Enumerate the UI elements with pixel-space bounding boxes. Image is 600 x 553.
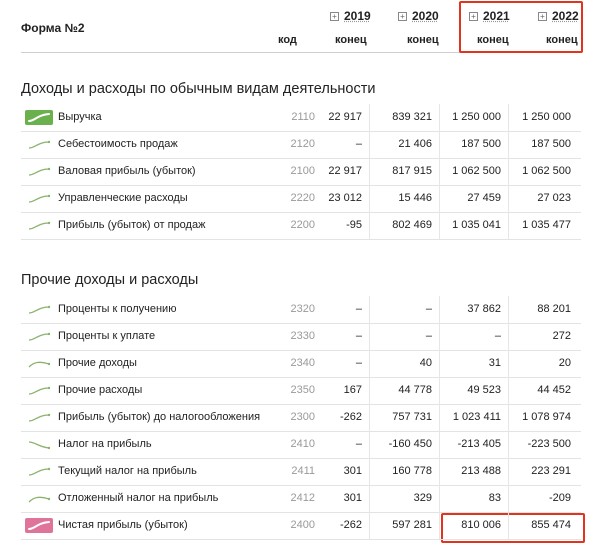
row-label: Себестоимость продаж <box>58 138 178 150</box>
table-row[interactable] <box>21 404 581 432</box>
value-cell-2020: 44 778 <box>398 384 432 396</box>
expand-plus-icon: + <box>330 12 339 21</box>
row-label: Отложенный налог на прибыль <box>58 492 219 504</box>
value-cell-2021: – <box>494 330 501 342</box>
trend-line-up-icon[interactable] <box>25 218 53 233</box>
value-cell-2021: 49 523 <box>467 384 501 396</box>
table-row[interactable] <box>21 377 581 405</box>
expand-plus-icon: + <box>398 12 407 21</box>
value-cell-2020: 839 321 <box>392 111 432 123</box>
row-label: Проценты к уплате <box>58 330 156 342</box>
trend-line-up-icon[interactable] <box>25 302 53 317</box>
value-cell-2019: 301 <box>343 465 362 477</box>
pink-trend-badge-icon[interactable] <box>25 518 53 533</box>
trend-line-up-icon[interactable] <box>25 329 53 344</box>
year-toggle-2022[interactable]: + 2022 <box>538 9 579 23</box>
row-code: 2220 <box>290 192 315 204</box>
value-cell-2021: 1 250 000 <box>452 111 501 123</box>
value-cell-2020: 15 446 <box>398 192 432 204</box>
value-cell-2020: 597 281 <box>392 519 432 531</box>
value-cell-2020: 757 731 <box>392 411 432 423</box>
trend-line-up-icon[interactable] <box>25 164 53 179</box>
period-label-2019: конец <box>335 34 367 46</box>
year-toggle-2021[interactable]: + 2021 <box>469 9 510 23</box>
value-cell-2022: 44 452 <box>537 384 571 396</box>
row-code: 2410 <box>290 438 315 450</box>
value-cell-2019: – <box>355 138 362 150</box>
value-cell-2022: 88 201 <box>537 303 571 315</box>
value-cell-2019: 167 <box>343 384 362 396</box>
row-code: 2120 <box>290 138 315 150</box>
value-cell-2022: 27 023 <box>537 192 571 204</box>
value-cell-2022: 1 078 974 <box>522 411 571 423</box>
row-label: Валовая прибыль (убыток) <box>58 165 196 177</box>
table-row[interactable] <box>21 212 581 240</box>
trend-line-up-icon[interactable] <box>25 137 53 152</box>
value-cell-2022: 1 250 000 <box>522 111 571 123</box>
table-row[interactable] <box>21 131 581 159</box>
row-code: 2100 <box>290 165 315 177</box>
value-cell-2021: -213 405 <box>457 438 501 450</box>
table-row[interactable] <box>21 104 581 132</box>
row-code: 2110 <box>291 111 315 123</box>
period-label-2022: конец <box>546 34 578 46</box>
row-code: 2330 <box>290 330 315 342</box>
row-label: Налог на прибыль <box>58 438 152 450</box>
highlight-years-header <box>459 1 583 53</box>
value-cell-2021: 37 862 <box>467 303 501 315</box>
value-cell-2022: -223 500 <box>527 438 571 450</box>
row-label: Прочие расходы <box>58 384 143 396</box>
trend-line-hill-icon[interactable] <box>25 356 53 371</box>
value-cell-2022: 855 474 <box>531 519 571 531</box>
trend-line-up-icon[interactable] <box>25 191 53 206</box>
row-label: Проценты к получению <box>58 303 177 315</box>
value-cell-2020: – <box>425 330 432 342</box>
trend-line-hill-icon[interactable] <box>25 491 53 506</box>
value-cell-2022: 1 062 500 <box>522 165 571 177</box>
trend-line-up-icon[interactable] <box>25 464 53 479</box>
trend-line-down-icon[interactable] <box>25 437 53 452</box>
value-cell-2019: – <box>355 330 362 342</box>
table-row[interactable] <box>21 158 581 186</box>
value-cell-2021: 213 488 <box>461 465 501 477</box>
value-cell-2022: 1 035 477 <box>522 219 571 231</box>
value-cell-2020: 160 778 <box>392 465 432 477</box>
row-label: Чистая прибыль (убыток) <box>58 519 188 531</box>
value-cell-2022: -209 <box>548 492 571 504</box>
value-cell-2021: 1 062 500 <box>452 165 501 177</box>
period-label-2020: конец <box>407 34 439 46</box>
row-label: Выручка <box>58 111 102 123</box>
value-cell-2019: 301 <box>343 492 362 504</box>
expand-plus-icon: + <box>469 12 478 21</box>
value-cell-2021: 27 459 <box>467 192 501 204</box>
code-column-header: код <box>278 34 297 46</box>
row-code: 2400 <box>290 519 315 531</box>
table-row[interactable] <box>21 185 581 213</box>
table-row[interactable] <box>21 485 581 513</box>
value-cell-2020: 329 <box>413 492 432 504</box>
table-row[interactable] <box>21 512 581 540</box>
row-code: 2200 <box>290 219 315 231</box>
table-row[interactable] <box>21 458 581 486</box>
row-label: Прочие доходы <box>58 357 137 369</box>
value-cell-2021: 83 <box>488 492 501 504</box>
row-code: 2340 <box>290 357 315 369</box>
year-toggle-2020[interactable]: + 2020 <box>398 9 439 23</box>
value-cell-2021: 1 035 041 <box>452 219 501 231</box>
row-code: 2300 <box>290 411 315 423</box>
row-label: Прибыль (убыток) до налогообложения <box>58 411 261 423</box>
value-cell-2020: 40 <box>419 357 432 369</box>
value-cell-2020: 21 406 <box>398 138 432 150</box>
trend-line-up-icon[interactable] <box>25 410 53 425</box>
value-cell-2019: -95 <box>346 219 362 231</box>
value-cell-2021: 31 <box>488 357 501 369</box>
value-cell-2019: -262 <box>339 411 362 423</box>
green-trend-badge-icon[interactable] <box>25 110 53 125</box>
year-toggle-2019[interactable]: + 2019 <box>330 9 371 23</box>
table-row[interactable] <box>21 350 581 378</box>
row-label: Управленческие расходы <box>58 192 188 204</box>
expand-plus-icon: + <box>538 12 547 21</box>
row-label: Текущий налог на прибыль <box>58 465 197 477</box>
value-cell-2020: – <box>425 303 432 315</box>
value-cell-2019: 22 917 <box>328 111 362 123</box>
value-cell-2022: 20 <box>558 357 571 369</box>
trend-line-up-icon[interactable] <box>25 383 53 398</box>
value-cell-2019: -262 <box>339 519 362 531</box>
value-cell-2021: 1 023 411 <box>452 411 501 423</box>
value-cell-2022: 272 <box>552 330 571 342</box>
value-cell-2019: – <box>355 438 362 450</box>
row-code: 2320 <box>290 303 315 315</box>
value-cell-2021: 187 500 <box>461 138 501 150</box>
section-title-other-income-expenses: Прочие доходы и расходы <box>21 272 199 288</box>
row-code: 2412 <box>290 492 315 504</box>
form-title: Форма №2 <box>21 21 85 35</box>
table-row[interactable] <box>21 431 581 459</box>
value-cell-2019: 22 917 <box>328 165 362 177</box>
row-code: 2350 <box>290 384 315 396</box>
value-cell-2020: 802 469 <box>392 219 432 231</box>
value-cell-2019: – <box>355 303 362 315</box>
value-cell-2022: 223 291 <box>531 465 571 477</box>
value-cell-2020: 817 915 <box>392 165 432 177</box>
period-label-2021: конец <box>477 34 509 46</box>
value-cell-2019: – <box>355 357 362 369</box>
row-code: 2411 <box>291 465 315 477</box>
value-cell-2022: 187 500 <box>531 138 571 150</box>
value-cell-2021: 810 006 <box>461 519 501 531</box>
table-row[interactable] <box>21 323 581 351</box>
value-cell-2019: 23 012 <box>328 192 362 204</box>
section-title-ordinary-activities: Доходы и расходы по обычным видам деятельности <box>21 81 376 97</box>
row-label: Прибыль (убыток) от продаж <box>58 219 206 231</box>
value-cell-2020: -160 450 <box>388 438 432 450</box>
table-row[interactable] <box>21 296 581 324</box>
